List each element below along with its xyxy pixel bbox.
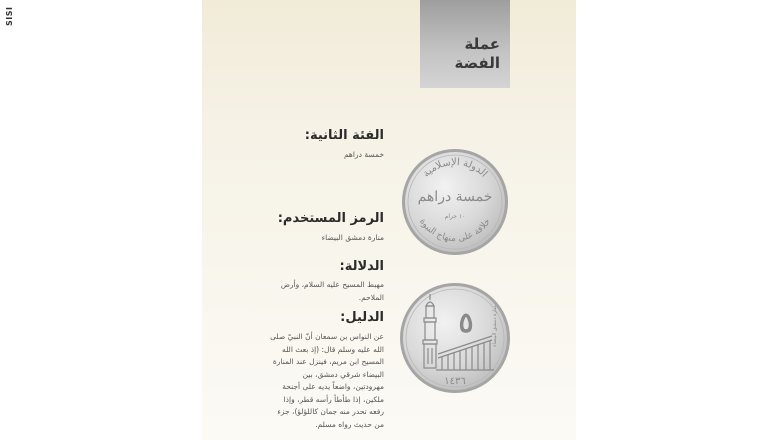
section-label: الرمز المستخدم: [277, 211, 384, 226]
section-label: الدلالة: [339, 259, 384, 274]
section-text [214, 331, 384, 431]
section-label: الفئة الثانية: [304, 128, 384, 143]
text-line: الله عليه وسلم قال: (إذ بعث الله [282, 344, 384, 354]
text-line: البيضاء شرقي دمشق، بين [302, 369, 384, 379]
text-line: من حديث رواه مسلم. [315, 419, 384, 429]
coin-front-bottom-text: خلافة على منهاج النبوة [417, 216, 493, 245]
coin-front-top-text: الدولة الإسلامية [420, 156, 490, 180]
watermark [4, 6, 14, 26]
coin-front [400, 138, 510, 268]
text-line: مهبط المسيح عليه السلام، وأرض [280, 280, 384, 289]
coin-back [400, 276, 510, 401]
watermark-text: SISI [5, 6, 14, 26]
section-denomination [214, 128, 384, 162]
text-line: الملاحم. [358, 292, 384, 302]
section-text: خمسة دراهم [343, 150, 384, 159]
coin-front-value-text: خمسة دراهم [417, 189, 493, 205]
text-line: مهرودتين، واضعاً يديه على أجنحة [282, 382, 384, 391]
section-text: منارة دمشق البيضاء [321, 233, 384, 242]
section-significance [214, 259, 384, 304]
coin-back-value: ٥ [458, 306, 474, 339]
coin-back-year: ١٤٣٦ [444, 376, 466, 387]
section-label: الدليل: [340, 310, 384, 325]
section-evidence [214, 310, 384, 431]
text-line: المسيح ابن مريم، فينزل عند المنارة [272, 357, 384, 366]
text-line: عن النواس بن سمعان أنّ النبيّ صلى [270, 332, 384, 341]
coin-back-side-text: منارة دمشق البيضاء [492, 305, 498, 347]
header-block [420, 0, 510, 88]
text-line: رفعه تحدر منه جمان كاللؤلؤ)، جزء [277, 407, 384, 416]
text-line: ملكين، إذا طأطأ رأسه قطر، وإذا [283, 394, 384, 404]
section-text [214, 279, 384, 304]
title-line-1: عملة [464, 35, 500, 53]
infographic-page [202, 0, 576, 440]
section-symbol [214, 211, 384, 245]
page-title [455, 35, 500, 73]
title-line-2: الفضة [454, 54, 500, 72]
coin-front-weight: ١٠ جرام [444, 213, 466, 220]
